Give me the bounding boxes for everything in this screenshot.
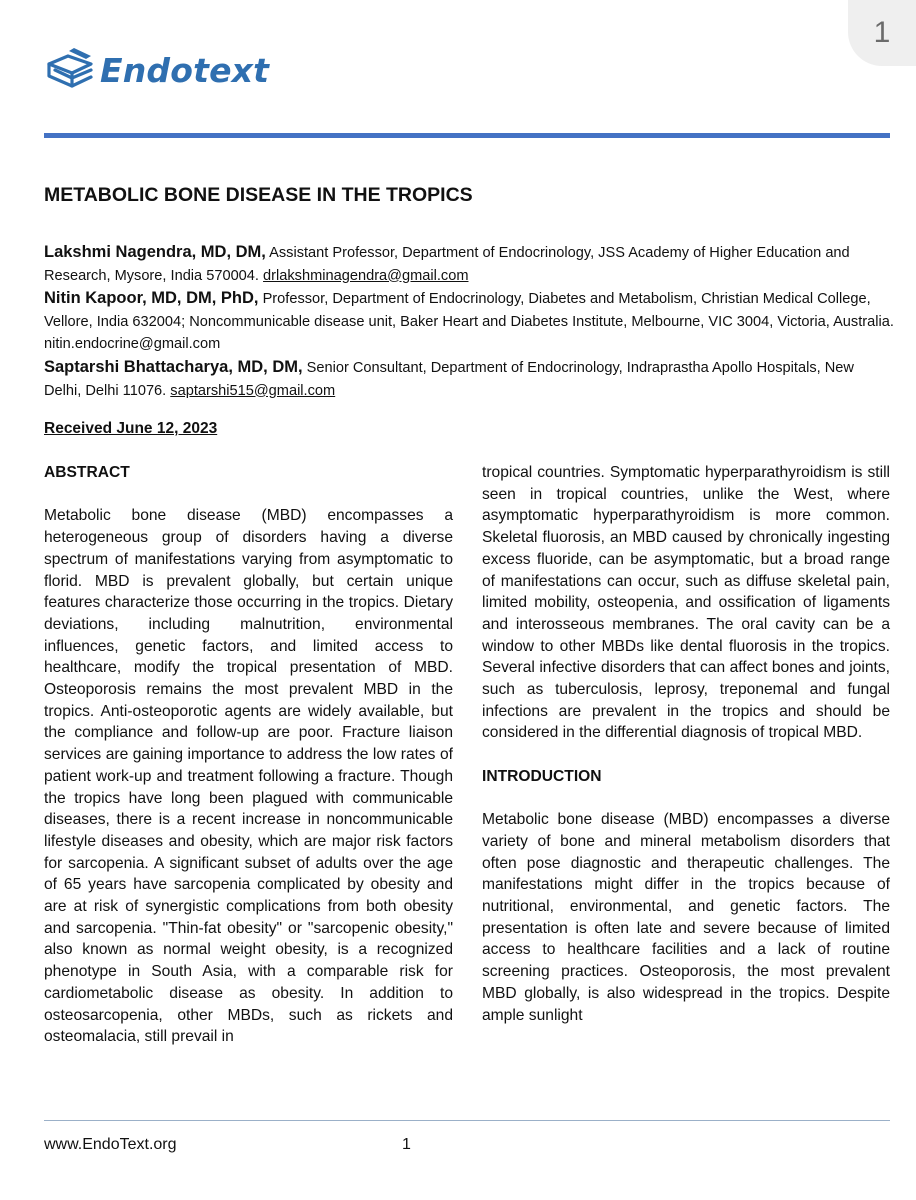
- endotext-logo: [46, 46, 269, 95]
- abstract-text-continued: tropical countries. Symptomatic hyperparathyroidism is still seen in tropical countries, unlike the West, where asymptomatic hyperparathyroidism is more common. Skeletal fluorosis, an MBD caused by chronically ingesting excess fluoride, can be asymptomatic, but a broad range of manifestations can occur, such as diffuse skeletal pain, limited mobility, osteopenia, and ossification of ligaments and interosseous membranes. The oral cavity can be a window to other MBDs like dental fluorosis in the tropics. Several infective disorders that can affect bones and joints, such as tuberculosis, leprosy, treponemal and fungal infections are prevalent in the tropics and should be considered in the differential diagnosis of tropical MBD.: [482, 464, 890, 742]
- footer-rule: [44, 1120, 890, 1121]
- author-affiliation: Senior Consultant, Department of Endocrinology, Indraprastha Apollo Hospitals, New Delhi, Delhi 11076.: [44, 359, 854, 399]
- footer-website-link[interactable]: www.EndoText.org: [44, 1136, 177, 1153]
- author-entry: [44, 356, 894, 402]
- abstract-text: Metabolic bone disease (MBD) encompasses a heterogeneous group of disorders having a diverse spectrum of manifestations varying from asymptomatic to florid. MBD is prevalent globally, but certain unique features characterize those occurring in the tropics. Dietary deviations, including malnutrition, environmental influences, genetic factors, and limited access to healthcare, modify the tropical presentation of MBD. Osteoporosis remains the most prevalent MBD in the tropics. Anti-osteoporotic agents are widely available, but the compliance and follow-up are poor. Fracture liaison services are gaining importance to address the low rates of patient work-up and treatment following a fracture. Though the tropics have long been plagued with communicable diseases, there is a recent increase in noncommunicable lifestyle diseases and obesity, which are major risk factors for sarcopenia. A significant subset of adults over the age of 65 years have sarcopenia complicated by obesity and are at risk of synergistic complications from both obesity and sarcopenia. "Thin-fat obesity" or "sarcopenic obesity," also known as normal weight obesity, is a recognized phenotype in South Asia, with a comparable risk for cardiometabolic disease as obesity. In addition to osteosarcopenia, other MBDs, such as rickets and osteomalacia, still prevail in: [44, 507, 453, 1046]
- abstract-heading: ABSTRACT: [44, 464, 130, 481]
- author-entry: [44, 287, 894, 356]
- received-date: Received June 12, 2023: [44, 420, 218, 437]
- author-name: Saptarshi Bhattacharya, MD, DM,: [44, 357, 303, 376]
- author-list: [44, 241, 894, 402]
- author-email-link[interactable]: saptarshi515@gmail.com: [170, 382, 336, 399]
- article-title: METABOLIC BONE DISEASE IN THE TROPICS: [44, 184, 473, 206]
- header-rule: [44, 133, 890, 138]
- logo-text: Endotext: [100, 51, 270, 90]
- footer-page-number: 1: [402, 1136, 411, 1153]
- author-email-link[interactable]: drlakshminagendra@gmail.com: [263, 267, 469, 284]
- author-affiliation: Professor, Department of Endocrinology, Diabetes and Metabolism, Christian Medical College, Vellore, India 632004; Noncommunicable disease unit, Baker Heart and Diabetes Institute, Melbourne, VIC 3004, Victoria, Australia.: [44, 291, 894, 330]
- author-entry: [44, 241, 894, 287]
- author-name: Nitin Kapoor, MD, DM, PhD,: [44, 289, 259, 308]
- introduction-heading: INTRODUCTION: [482, 767, 602, 785]
- page-number-tab: 1: [848, 0, 916, 66]
- right-column: [482, 462, 890, 1026]
- author-affiliation: Assistant Professor, Department of Endocrinology, JSS Academy of Higher Education and Research, Mysore, India 570004.: [44, 245, 850, 284]
- author-email: nitin.endocrine@gmail.com: [44, 336, 221, 353]
- left-column: [44, 462, 453, 1048]
- author-name: Lakshmi Nagendra, MD, DM,: [44, 243, 266, 261]
- book-icon: [46, 46, 94, 95]
- introduction-text: Metabolic bone disease (MBD) encompasses a diverse variety of bone and mineral metabolism disorders that often pose diagnostic and therapeutic challenges. The manifestations might differ in the tropics because of nutritional, environmental, and genetic factors. The presentation is often late and severe because of limited access to healthcare facilities and a lack of routine screening practices. Osteoporosis, the most prevalent MBD globally, is also widespread in the tropics. Despite ample sunlight: [482, 811, 890, 1024]
